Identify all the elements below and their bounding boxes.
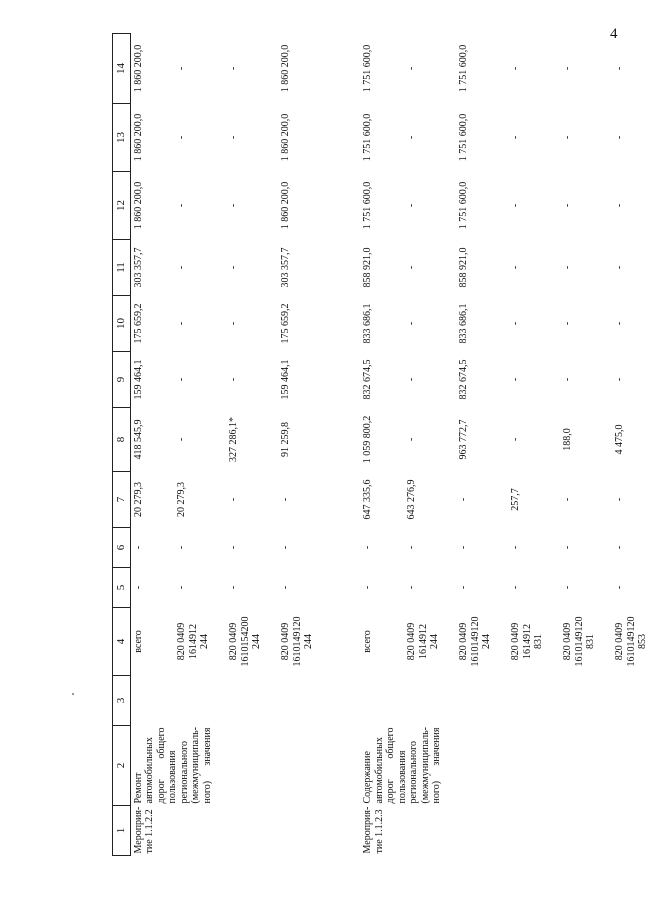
value-cell: - (406, 377, 418, 382)
budget-code-line: 1610149120 (625, 616, 637, 667)
budget-code-line: 1614912 (417, 624, 429, 659)
budget-code (612, 608, 664, 676)
value-cell: - (228, 321, 240, 326)
budget-code-line: 1610149120 (291, 616, 303, 667)
value-cell: - (406, 585, 418, 590)
header-cell: 10 (113, 296, 131, 352)
value-cell: - (458, 545, 470, 550)
budget-code (226, 608, 278, 676)
measure-name-line: пользования (396, 750, 408, 804)
scan-speck (72, 693, 74, 695)
value-cell: - (280, 497, 292, 502)
value-cell: - (406, 321, 418, 326)
value-cell: - (614, 203, 626, 208)
budget-code-line: 831 (585, 634, 597, 649)
measure-name-line: ного) значения (431, 727, 443, 804)
measure-name-line: пользования (167, 750, 179, 804)
budget-code (404, 608, 456, 676)
budget-code-line: всего (132, 630, 144, 653)
value-cell: - (562, 545, 574, 550)
budget-code-line: 1614912 (521, 624, 533, 659)
value-cell: 159 464,1 (132, 359, 144, 400)
value-cell: - (510, 203, 522, 208)
value-cell: 832 674,5 (458, 359, 470, 400)
section-spacer (330, 34, 360, 856)
value-cell: 327 286,1* (228, 417, 240, 462)
value-cell: - (614, 135, 626, 140)
measure-name-line: автомобильных (373, 737, 385, 804)
measure-name-line: (межмуниципаль- (419, 727, 431, 804)
value-cell: - (562, 203, 574, 208)
value-cell: - (510, 437, 522, 442)
value-cell: - (562, 377, 574, 382)
value-cell: 643 276,9 (406, 479, 418, 520)
measure-code-line: Мероприя- (362, 806, 374, 854)
value-cell: 858 921,0 (362, 247, 374, 288)
value-cell: - (510, 321, 522, 326)
budget-code-line: 820 0409 (228, 622, 240, 661)
value-cell: 1 860 200,0 (280, 113, 292, 162)
budget-code-line: всего (362, 630, 374, 653)
header-cell: 9 (113, 352, 131, 408)
budget-code (508, 608, 560, 676)
value-cell: - (458, 497, 470, 502)
value-cell: 1 860 200,0 (132, 113, 144, 162)
budget-code (560, 608, 612, 676)
value-cell: 1 860 200,0 (280, 181, 292, 230)
measure-code (360, 806, 664, 856)
value-cell: - (510, 545, 522, 550)
value-cell: - (406, 545, 418, 550)
value-cell: 647 335,6 (362, 479, 374, 520)
value-cell: - (614, 377, 626, 382)
measure-name-line: регионального (408, 740, 420, 804)
budget-code (456, 608, 508, 676)
page-number: 4 (610, 26, 618, 42)
header-cell: 6 (113, 528, 131, 568)
value-cell: - (228, 497, 240, 502)
value-cell: - (510, 66, 522, 71)
value-cell: - (176, 377, 188, 382)
header-cell: 7 (113, 472, 131, 528)
budget-code (278, 608, 330, 676)
budget-code-line: 820 0409 (406, 622, 418, 661)
value-cell: - (510, 377, 522, 382)
value-cell: - (362, 585, 374, 590)
header-cell: 14 (113, 34, 131, 104)
rotated-table-wrapper (112, 34, 649, 856)
budget-code-line: 244 (481, 634, 493, 649)
value-cell: - (280, 585, 292, 590)
value-cell: - (614, 585, 626, 590)
budget-code-line: 820 0409 (176, 622, 188, 661)
measure-name-line: Ремонт (132, 772, 144, 804)
value-cell: - (406, 265, 418, 270)
value-cell: - (406, 66, 418, 71)
measure-name-line: дорог общего (385, 727, 397, 804)
header-cell: 1 (113, 806, 131, 856)
header-cell: 13 (113, 104, 131, 172)
budget-code-line: 244 (429, 634, 441, 649)
value-cell: - (176, 545, 188, 550)
value-cell: 833 686,1 (458, 303, 470, 344)
value-cell: - (362, 545, 374, 550)
value-cell: 1 059 800,2 (362, 415, 374, 464)
value-cell: 175 659,2 (132, 303, 144, 344)
header-row (113, 34, 131, 856)
header-cell: 8 (113, 408, 131, 472)
value-cell: - (228, 66, 240, 71)
budget-code-line: 1610154200 (239, 616, 251, 667)
value-cell: 175 659,2 (280, 303, 292, 344)
value-cell: 858 921,0 (458, 247, 470, 288)
value-cell: - (176, 203, 188, 208)
budget-code (174, 608, 226, 676)
budget-code-line: 820 0409 (458, 622, 470, 661)
value-cell: 1 751 600,0 (362, 113, 374, 162)
value-cell: - (614, 265, 626, 270)
value-cell: - (614, 321, 626, 326)
value-cell: - (228, 203, 240, 208)
measure-name-line: (межмуниципаль- (190, 727, 202, 804)
value-cell: 20 279,3 (132, 482, 144, 517)
measure-code (130, 806, 330, 856)
value-cell: - (176, 66, 188, 71)
budget-table (112, 33, 664, 856)
measure-name-line: Содержание (362, 751, 374, 804)
value-cell: - (510, 135, 522, 140)
value-cell: 91 259,8 (280, 422, 292, 457)
value-cell: 1 860 200,0 (132, 44, 144, 93)
header-cell: 11 (113, 240, 131, 296)
measure-code-line: тие 1.1.2.3 (373, 809, 385, 854)
measure-name (130, 726, 330, 806)
value-cell: 1 751 600,0 (458, 113, 470, 162)
value-cell: - (406, 135, 418, 140)
value-cell: - (614, 497, 626, 502)
budget-code (130, 608, 174, 676)
header-cell: 5 (113, 568, 131, 608)
measure-name-line: регионального (178, 740, 190, 804)
value-cell: - (176, 437, 188, 442)
value-cell: - (228, 585, 240, 590)
budget-code-line: 244 (303, 634, 315, 649)
measure-name-line: дорог общего (155, 727, 167, 804)
measure-code-line: тие 1.1.2.2 (144, 809, 156, 854)
value-cell: - (406, 437, 418, 442)
header-cell: 2 (113, 726, 131, 806)
value-cell: - (562, 66, 574, 71)
budget-code-line: 244 (251, 634, 263, 649)
value-cell: - (562, 265, 574, 270)
header-cell: 12 (113, 172, 131, 240)
header-cell: 3 (113, 676, 131, 726)
value-cell: - (510, 585, 522, 590)
budget-code-line: 1610149120 (469, 616, 481, 667)
value-cell: - (132, 545, 144, 550)
budget-code-line: 1610149120 (573, 616, 585, 667)
budget-code (360, 608, 404, 676)
value-cell: 1 751 600,0 (458, 44, 470, 93)
value-cell: 1 751 600,0 (458, 181, 470, 230)
value-cell: - (228, 135, 240, 140)
value-cell: 418 545,9 (132, 419, 144, 460)
value-cell: - (176, 585, 188, 590)
value-cell: 832 674,5 (362, 359, 374, 400)
empty-col-3 (360, 676, 664, 726)
value-cell: - (614, 66, 626, 71)
value-cell: - (228, 377, 240, 382)
value-cell: 963 772,7 (458, 419, 470, 460)
measure-name-line: автомобильных (144, 737, 156, 804)
value-cell: 1 751 600,0 (362, 44, 374, 93)
value-cell: - (228, 545, 240, 550)
table-row (130, 34, 174, 856)
value-cell: - (562, 321, 574, 326)
budget-code-line: 853 (637, 634, 649, 649)
value-cell: 1 751 600,0 (362, 181, 374, 230)
budget-code-line: 1614912 (187, 624, 199, 659)
value-cell: 303 357,7 (280, 247, 292, 288)
value-cell: - (406, 203, 418, 208)
measure-code-line: Мероприя- (132, 806, 144, 854)
budget-code-line: 820 0409 (614, 622, 626, 661)
header-cell: 4 (113, 608, 131, 676)
budget-code-line: 820 0409 (510, 622, 522, 661)
empty-col-3 (130, 676, 330, 726)
budget-code-line: 831 (533, 634, 545, 649)
value-cell: 1 860 200,0 (132, 181, 144, 230)
value-cell: - (176, 265, 188, 270)
value-cell: - (176, 135, 188, 140)
measure-name-line: ного) значения (201, 727, 213, 804)
value-cell: 303 357,7 (132, 247, 144, 288)
budget-code-line: 820 0409 (280, 622, 292, 661)
value-cell: - (562, 135, 574, 140)
value-cell: - (510, 265, 522, 270)
value-cell: - (228, 265, 240, 270)
value-cell: - (614, 545, 626, 550)
value-cell: - (562, 497, 574, 502)
value-cell: 1 860 200,0 (280, 44, 292, 93)
value-cell: - (132, 585, 144, 590)
value-cell: 4 475,0 (614, 424, 626, 455)
value-cell: - (280, 545, 292, 550)
budget-code-line: 820 0409 (562, 622, 574, 661)
table-row (360, 34, 404, 856)
value-cell: - (176, 321, 188, 326)
value-cell: 20 279,3 (176, 482, 188, 517)
value-cell: 833 686,1 (362, 303, 374, 344)
value-cell: 257,7 (510, 488, 522, 511)
measure-name (360, 726, 664, 806)
budget-code-line: 244 (199, 634, 211, 649)
value-cell: 159 464,1 (280, 359, 292, 400)
value-cell: - (562, 585, 574, 590)
value-cell: 188,0 (562, 428, 574, 451)
value-cell: - (458, 585, 470, 590)
